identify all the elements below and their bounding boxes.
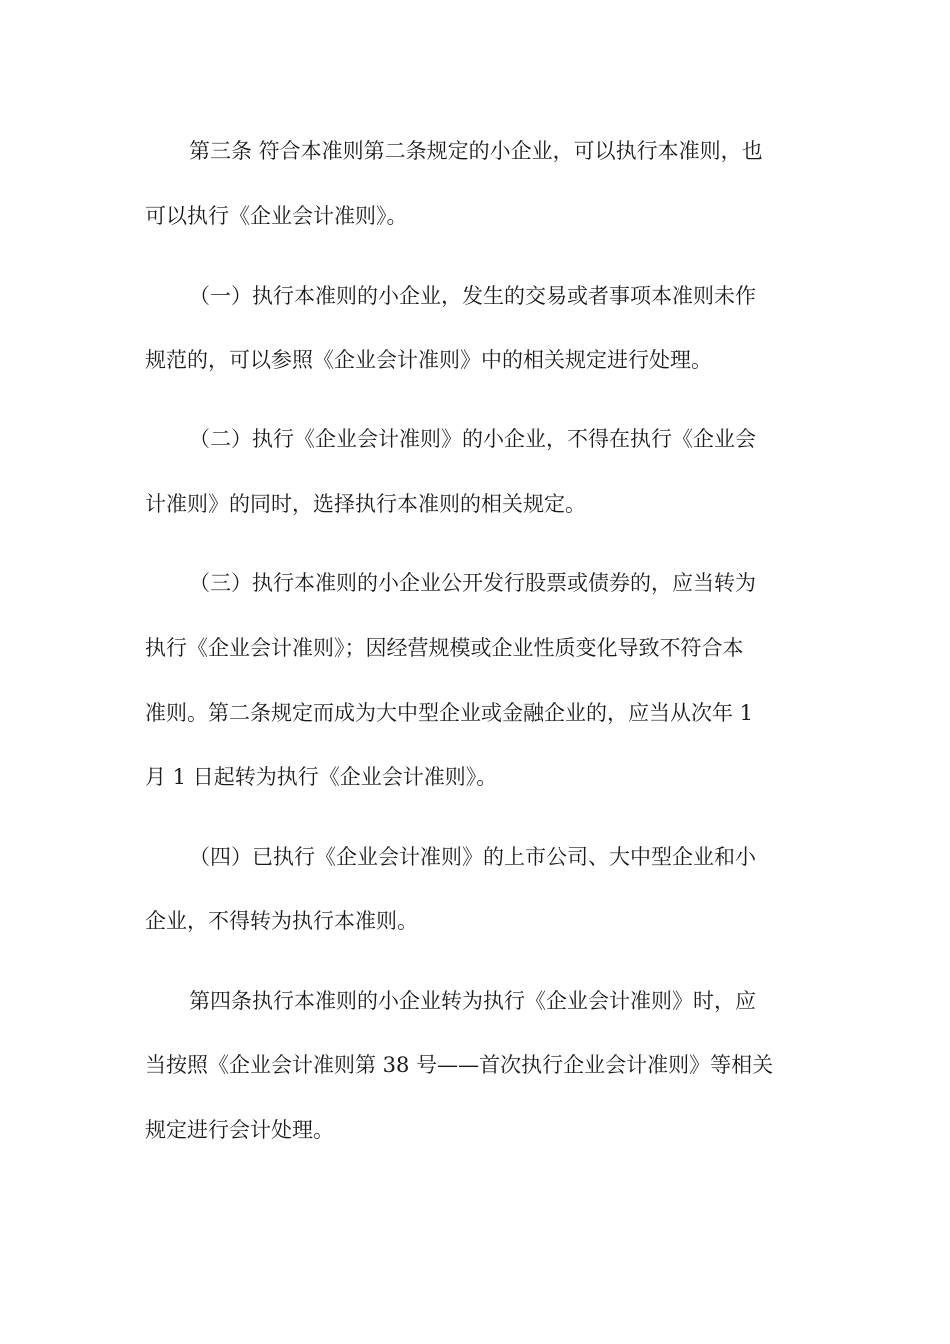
clause-4-line-1: （四）已执行《企业会计准则》的上市公司、大中型企业和小 [189, 845, 756, 869]
article-3-line-1: 第三条 符合本准则第二条规定的小企业，可以执行本准则，也 [189, 139, 763, 163]
clause-3-line-2: 执行《企业会计准则》；因经营规模或企业性质变化导致不符合本 [145, 636, 744, 660]
clause-1-line-2: 规范的，可以参照《企业会计准则》中的相关规定进行处理。 [145, 348, 712, 372]
clause-2-line-1: （二）执行《企业会计准则》的小企业，不得在执行《企业会 [189, 427, 756, 451]
article-4-line-3: 规定进行会计处理。 [145, 1118, 334, 1142]
article-4-line-2: 当按照《企业会计准则第 38 号——首次执行企业会计准则》等相关 [145, 1053, 774, 1077]
clause-3-line-1: （三）执行本准则的小企业公开发行股票或债券的，应当转为 [189, 571, 756, 595]
clause-3-line-4: 月 1 日起转为执行《企业会计准则》。 [145, 765, 498, 789]
article-3-line-2: 可以执行《企业会计准则》。 [145, 204, 408, 228]
clause-1-line-1: （一）执行本准则的小企业，发生的交易或者事项本准则未作 [189, 284, 756, 308]
clause-2-line-2: 计准则》的同时，选择执行本准则的相关规定。 [145, 492, 586, 516]
clause-4-line-2: 企业，不得转为执行本准则。 [145, 909, 418, 933]
article-4-line-1: 第四条执行本准则的小企业转为执行《企业会计准则》时，应 [189, 989, 756, 1013]
clause-3-line-3: 准则。第二条规定而成为大中型企业或金融企业的，应当从次年 1 [145, 701, 754, 725]
